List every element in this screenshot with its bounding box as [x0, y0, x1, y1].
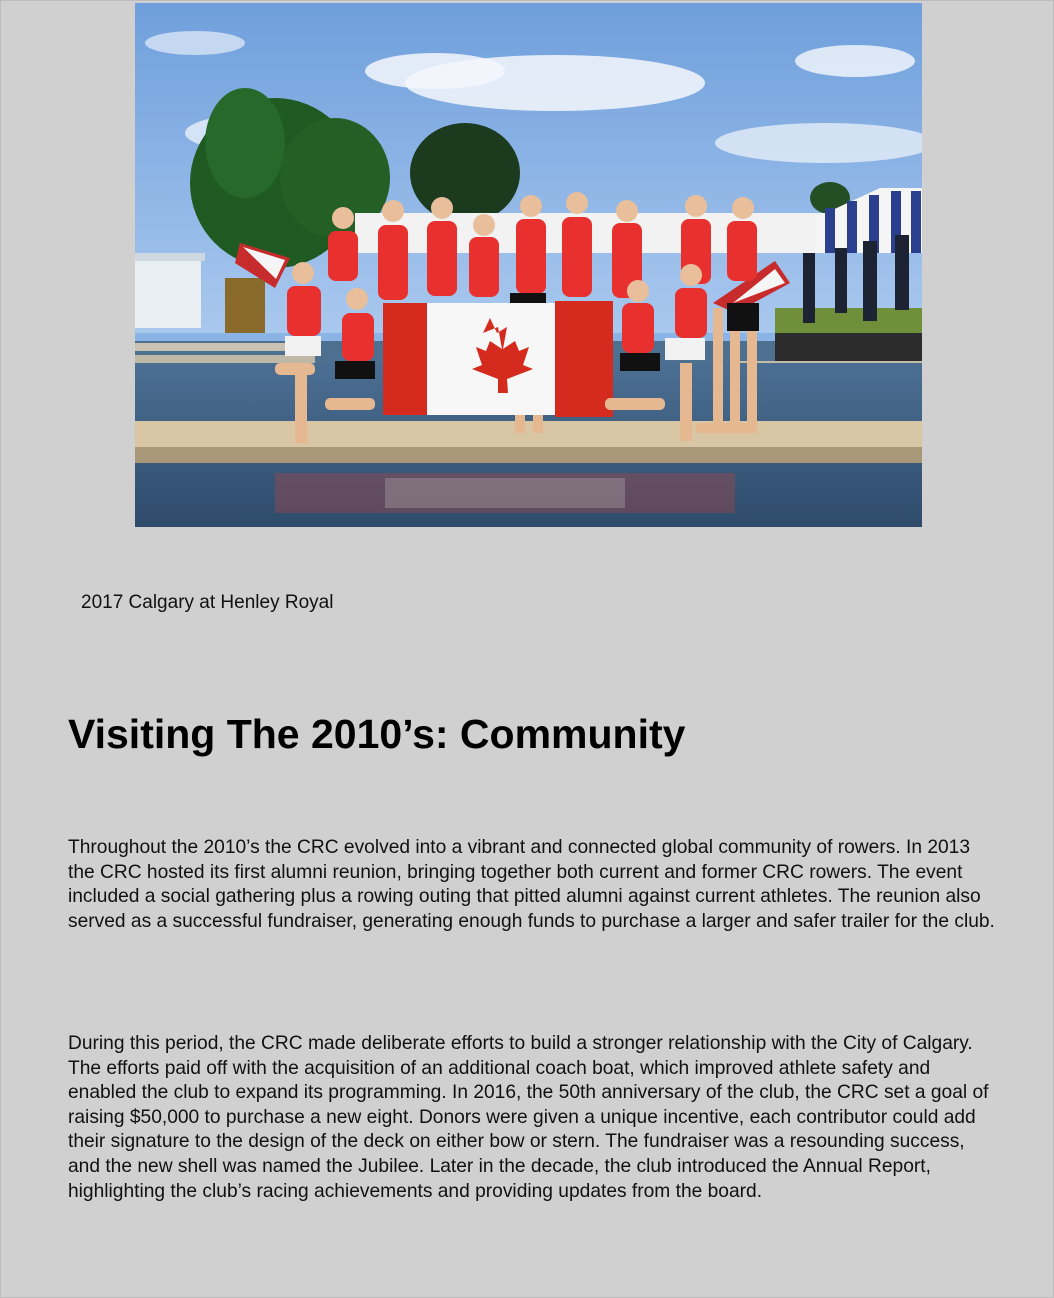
- section-title: Visiting The 2010’s: Community: [68, 711, 686, 757]
- paragraph-city-relationship: During this period, the CRC made deliberate efforts to build a stronger relationship with the City of Calgary. The efforts paid off with the acquisition of an additional coach boat, which improved athlete safety and enabled the club to expand its programming. In 2016, the 50th anniversary of the club, the CRC set a goal of raising $50,000 to purchase a new eight. Donors were given a unique incentive, each contributor could add their signature to the design of the deck on either bow or stern. The fundraiser was a resounding success, and the new shell was named the Jubilee. Later in the decade, the club introduced the Annual Report, highlighting the club’s racing achievements and providing updates from the board.: [68, 1033, 989, 1202]
- paragraph-community: Throughout the 2010’s the CRC evolved into a vibrant and connected global community of rowers. In 2013 the CRC hosted its first alumni reunion, bringing together both current and former CRC rowers. The event included a social gathering plus a rowing outing that pitted alumni against current athletes. The reunion also served as a successful fundraiser, generating enough funds to purchase a larger and safer trailer for the club.: [68, 837, 995, 932]
- team-photo: [135, 3, 922, 527]
- flag: [383, 301, 613, 417]
- team-photo-illustration: [135, 3, 922, 527]
- photo-caption: 2017 Calgary at Henley Royal: [81, 592, 334, 613]
